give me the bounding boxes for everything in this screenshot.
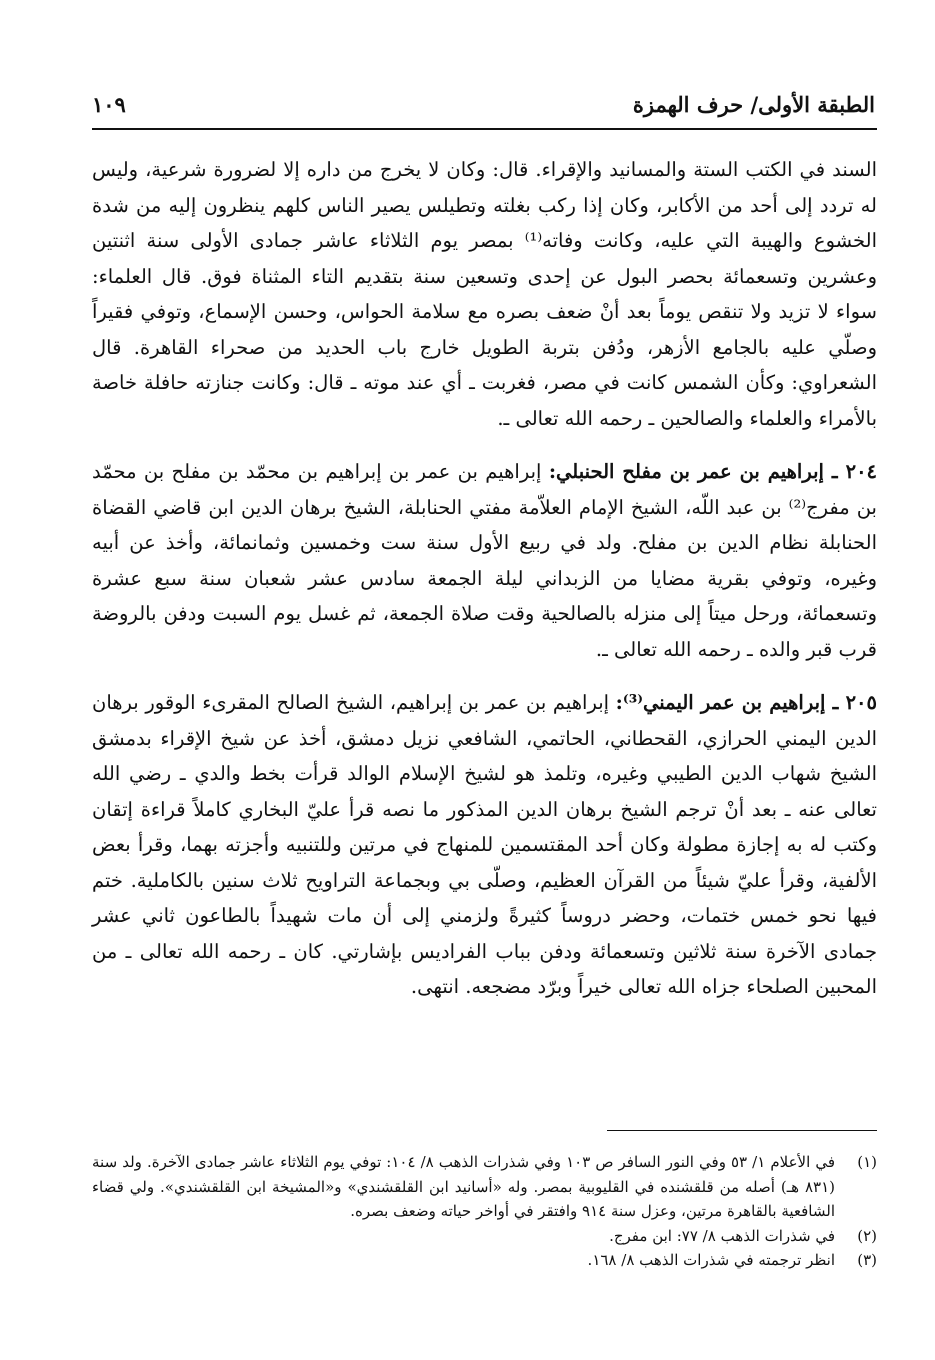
main-text xyxy=(92,152,877,1005)
footnote-number: (٣) xyxy=(857,1251,877,1269)
footnote-3 xyxy=(92,1248,877,1273)
header-title: الطبقة الأولى/ حرف الهمزة xyxy=(632,92,875,117)
footnote-text: في الأعلام ١/ ٥٣ وفي النور السافر ص ١٠٣ وفي شذرات الذهب ٨/ ١٠٤: توفي يوم الثلاثاء عاشر جمادى الآخرة. ولد سنة (٨٣١ هـ) أصله من قلقشنده في القليوبية بمصر. وله «أسانيد ابن القلقشندي» و«المشيخة ابن القلقشندي». ولي قضاء الشافعية بالقاهرة مرتين، وعزل سنة ٩١٤ وافتقر في أواخر حياته وضعف بصره. xyxy=(92,1153,836,1220)
entry-205 xyxy=(92,685,877,1005)
paragraph-text: السند في الكتب الستة والمسانيد والإقراء. قال: وكان لا يخرج من داره إلا لضرورة شرعية، وليس له تردد إلى أحد من الأكابر، وكان إذا ركب بغلته وتطيلس يصير الناس كلهم ينظرون إليه من شدة الخشوع والهيبة التي عليه، وكانت وفاته⁽¹⁾ بمصر يوم الثلاثاء عاشر جمادى الأولى سنة اثنتين وعشرين وتسعمائة بحصر البول عن إحدى وتسعين سنة بتقديم التاء المثناة فوق. قال العلماء: سواء لا تزيد ولا تنقص يوماً بعد أنْ ضعف بصره مع سلامة الحواس، وحسن الإسماع، وتوفي فقيراً وصلّي عليه بالجامع الأزهر، ودُفن بتربة الطويل خارج باب الحديد من صحراء القاهرة. قال الشعراوي: وكأن الشمس كانت في مصر، فغربت ـ أي عند موته ـ قال: وكانت جنازته حافلة خاصة بالأمراء والعلماء والصالحين ـ رحمه الله تعالى ـ. xyxy=(92,158,877,430)
header-rule xyxy=(92,128,877,130)
footnote-1 xyxy=(92,1150,877,1224)
running-header xyxy=(92,92,875,124)
page-number: ١٠٩ xyxy=(92,92,126,117)
footnote-number: (١) xyxy=(857,1153,877,1171)
entry-text: إبراهيم بن عمر بن إبراهيم، الشيخ الصالح المقرىء الوقور برهان الدين اليمني الحرازي، القحطاني، الحاتمي، الشافعي نزيل دمشق، أخذ عن شيخ الإقراء بدمشق الشيخ شهاب الدين الطيبي وغيره، وتلمذ هو لشيخ الإسلام الوالد قرأت بخط والدي ـ رضي الله تعالى عنه ـ بعد أنْ ترجم الشيخ برهان الدين المذكور ما نصه قرأ عليّ البخاري كاملاً قراءة إتقان وكتب له به إجازة مطولة وكان أحد المقتسمين للمنهاج في مرتين وللتنبيه وأجزته بهما، وقرأ بعض الألفية، وقرأ عليّ شيئاً من القرآن العظيم، وصلّى بي وبجماعة التراويح ثلاث سنين بالكاملية. ختم فيها نحو خمس ختمات، وحضر دروساً كثيرةً ولزمني إلى أن مات شهيداً بالطاعون ثاني عشر جمادى الآخرة سنة ثلاثين وتسعمائة ودفن بباب الفراديس بإشارتي. كان ـ رحمه الله تعالى ـ من المحبين الصلحاء جزاه الله تعالى خيراً وبرّد مضجعه. انتهى. xyxy=(92,691,877,998)
footnotes xyxy=(92,1150,877,1273)
footnote-number: (٢) xyxy=(857,1226,877,1245)
entry-204 xyxy=(92,454,877,667)
footnote-2 xyxy=(92,1224,877,1249)
entry-text: إبراهيم بن عمر بن إبراهيم بن محمّد بن مفلح بن محمّد بن مفرج⁽²⁾ بن عبد اللّه، الشيخ الإمام العلاّمة مفتي الحنابلة، الشيخ برهان الدين ابن قاضي القضاة الحنابلة نظام الدين بن مفلح. ولد في ربيع الأول سنة ست وخمسين وثمانمائة، وأخذ عن أبيه وغيره، وتوفي بقرية مضايا من الزبداني ليلة الجمعة سادس عشر شعبان سنة سبع عشرة وتسعمائة، ورحل ميتاً إلى منزله بالصالحية وقت صلاة الجمعة، ثم غسل يوم السبت ودفن بالروضة قرب قبر والده ـ رحمه الله تعالى ـ. xyxy=(92,460,877,661)
paragraph-continuation xyxy=(92,152,877,436)
entry-heading: ٢٠٥ ـ إبراهيم بن عمر اليمني⁽³⁾: xyxy=(615,691,877,714)
entry-heading: ٢٠٤ ـ إبراهيم بن عمر بن مفلح الحنبلي: xyxy=(548,460,878,483)
footnote-text: في شذرات الذهب ٨/ ٧٧: ابن مفرج. xyxy=(609,1226,835,1245)
footnote-text: انظر ترجمته في شذرات الذهب ٨/ ١٦٨. xyxy=(587,1251,835,1269)
footnote-rule xyxy=(607,1130,877,1131)
